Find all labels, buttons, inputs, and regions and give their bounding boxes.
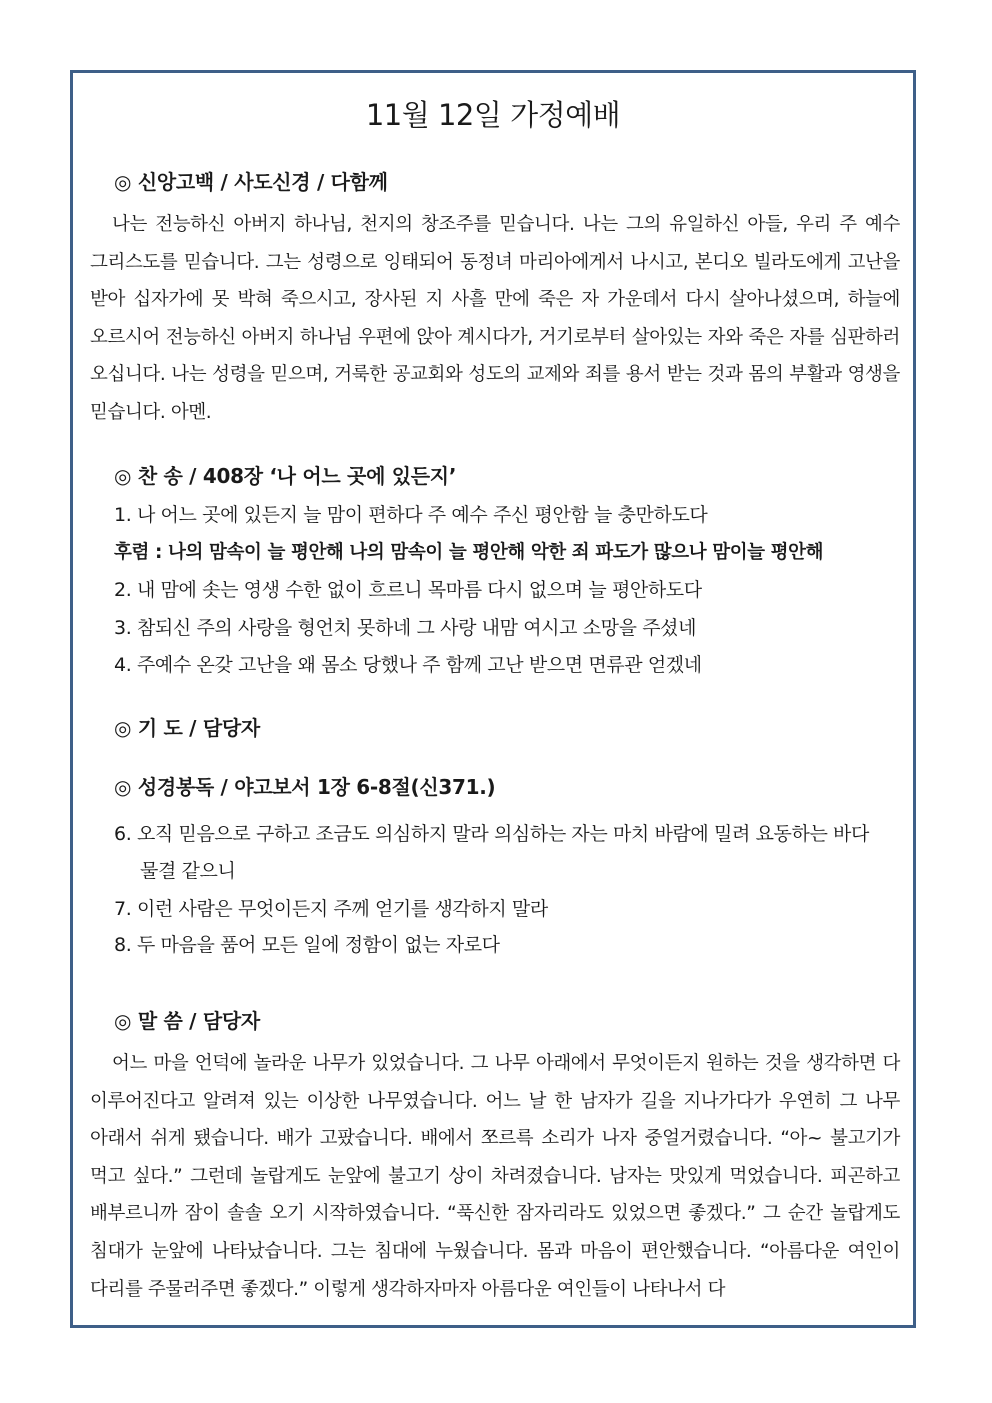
page-frame: [70, 70, 916, 1328]
hymn-verse-1: 1. 나 어느 곳에 있든지 늘 맘이 편하다 주 예수 주신 평안함 늘 충만하도다: [114, 504, 708, 526]
prayer-heading: ◎ 기 도 / 담당자: [114, 716, 260, 740]
creed-text: 나는 전능하신 아버지 하나님, 천지의 창조주를 믿습니다. 나는 그의 유일하신 아들, 우리 주 예수 그리스도를 믿습니다. 그는 성령으로 잉태되어 동정녀 마리아에게서 나시고, 본디오 빌라도에게 고난을 받아 십자가에 못 박혀 죽으시고, 장사된 지 사흘 만에 죽은 자 가운데서 다시 살아나셨으며, 하늘에 오르시어 전능하신 아버지 하나님 우편에 앉아 계시다가, 거기로부터 살아있는 자와 죽은 자를 심판하러 오십니다. 나는 성령을 믿으며, 거룩한 공교회와 성도의 교제와 죄를 용서 받는 것과 몸의 부활과 영생을 믿습니다. 아멘.: [90, 214, 900, 423]
hymn-chorus: 후렴 : 나의 맘속이 늘 평안해 나의 맘속이 늘 평안해 악한 죄 파도가 많으나 맘이늘 평안해: [114, 542, 824, 563]
scripture-verse-6: 6. 오직 믿음으로 구하고 조금도 의심하지 말라 의심하는 자는 마치 바람에 밀려 요동하는 바다: [114, 823, 869, 845]
scripture-heading: ◎ 성경봉독 / 야고보서 1장 6-8절(신371.): [114, 775, 496, 799]
page-title: 11월 12일 가정예배: [365, 98, 621, 132]
sermon-text: 어느 마을 언덕에 놀라운 나무가 있었습니다. 그 나무 아래에서 무엇이든지 원하는 것을 생각하면 다 이루어진다고 알려져 있는 이상한 나무였습니다. 어느 날 한 남자가 길을 지나가다가 우연히 그 나무 아래서 쉬게 됐습니다. 배가 고팠습니다. 배에서 쪼르륵 소리가 나자 중얼거렸습니다. “아~ 불고기가 먹고 싶다.” 그런데 놀랍게도 눈앞에 불고기 상이 차려졌습니다. 남자는 맛있게 먹었습니다. 피곤하고 배부르니까 잠이 솔솔 오기 시작하였습니다. “푹신한 잠자리라도 있었으면 좋겠다.” 그 순간 놀랍게도 침대가 눈앞에 나타났습니다. 그는 침대에 누웠습니다. 몸과 마음이 편안했습니다. “아름다운 여인이 다리를 주물러주면 좋겠다.” 이렇게 생각하자마자 아름다운 여인들이 나타나서 다: [90, 1053, 900, 1300]
scripture-verse-8: 8. 두 마음을 품어 모든 일에 정함이 없는 자로다: [114, 934, 500, 956]
hymn-verse-3: 3. 참되신 주의 사랑을 형언치 못하네 그 사랑 내맘 여시고 소망을 주셨네: [114, 617, 697, 639]
scripture-verse-7: 7. 이런 사람은 무엇이든지 주께 얻기를 생각하지 말라: [114, 898, 548, 920]
hymn-heading: ◎ 찬 송 / 408장 ‘나 어느 곳에 있든지’: [114, 464, 457, 488]
creed-heading: ◎ 신앙고백 / 사도신경 / 다함께: [114, 170, 388, 194]
hymn-verse-4: 4. 주예수 온갖 고난을 왜 몸소 당했나 주 함께 고난 받으면 면류관 얻겠네: [114, 654, 702, 676]
scripture-verse-6-cont: 물결 같으니: [140, 860, 236, 882]
hymn-verse-2: 2. 내 맘에 솟는 영생 수한 없이 흐르니 목마름 다시 없으며 늘 평안하도다: [114, 579, 702, 601]
sermon-heading: ◎ 말 씀 / 담당자: [114, 1009, 260, 1033]
